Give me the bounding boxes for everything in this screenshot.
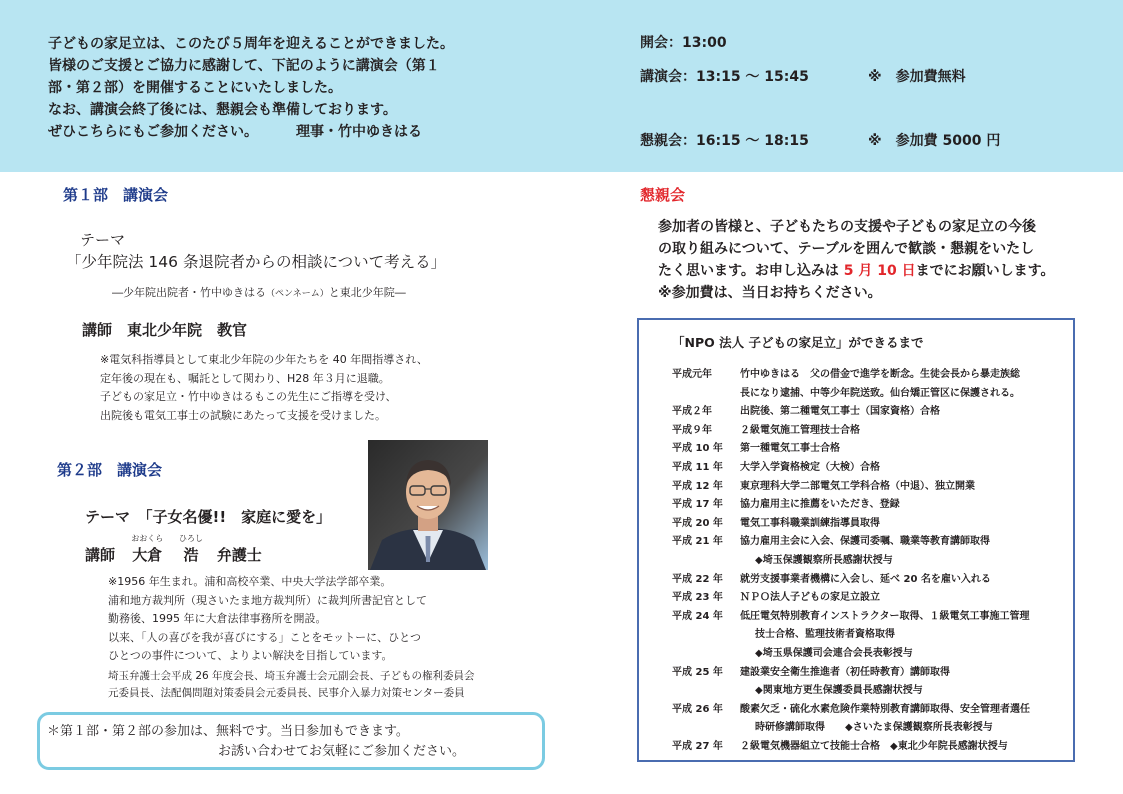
furigana-family: おおくら bbox=[131, 534, 164, 543]
note-line: 浦和地方裁判所（現さいたま地方裁判所）に裁判所書記官として bbox=[108, 593, 427, 607]
intro-line: なお、講演会終了後には、懇親会も準備しております。 bbox=[48, 102, 397, 118]
part1-subtitle-main: ―少年院出院者・竹中ゆきはる bbox=[112, 286, 266, 299]
part1-subtitle-penname: （ペンネーム） bbox=[266, 289, 329, 299]
history-year: 平成 22 年 bbox=[672, 573, 723, 585]
history-entry bbox=[672, 422, 1067, 441]
notice-line: ＊第１部・第２部の参加は、無料です。当日参加もできます。 bbox=[47, 724, 409, 739]
history-entry bbox=[672, 440, 1067, 459]
history-title: 「NPO 法人 子どもの家足立」ができるまで bbox=[672, 335, 924, 350]
party-fee-note: ※参加費は、当日お持ちください。 bbox=[658, 285, 882, 301]
history-year: 平成 11 年 bbox=[672, 461, 723, 473]
history-year: 平成２年 bbox=[672, 406, 712, 418]
party-heading: 懇親会 bbox=[640, 186, 686, 204]
schedule-party-fee: ※ 参加費 5000 円 bbox=[868, 133, 1001, 149]
history-year: 平成 26 年 bbox=[672, 703, 723, 715]
history-text: 電気工事科職業訓練指導員取得 bbox=[740, 517, 880, 529]
part1-theme-label: テーマ bbox=[80, 231, 126, 249]
history-text: ２級電気施工管理技士合格 bbox=[740, 424, 860, 436]
lecturer-family-name: 大倉 おおくら bbox=[131, 534, 164, 564]
part2-career bbox=[108, 668, 475, 702]
part2-heading: 第２部 講演会 bbox=[57, 461, 163, 479]
history-year: 平成 25 年 bbox=[672, 666, 723, 678]
schedule-opening: 開会：13:00 bbox=[640, 35, 727, 51]
part2-theme: テーマ 「子女名優!! 家庭に愛を」 bbox=[85, 508, 332, 526]
history-entry bbox=[672, 664, 1067, 701]
speaker-photo-image bbox=[368, 440, 488, 570]
intro-line: 皆様のご支援とご協力に感謝して、下記のように講演会（第１ bbox=[48, 58, 440, 74]
notice-line: お誘い合わせてお気軽にご参加ください。 bbox=[218, 744, 466, 759]
part1-heading: 第１部 講演会 bbox=[63, 186, 169, 204]
history-entry bbox=[672, 403, 1067, 422]
history-year: 平成 17 年 bbox=[672, 499, 723, 511]
history-text: ２級電気機器組立て技能士合格 ◆東北少年院長感謝状授与 bbox=[740, 740, 1008, 752]
part2-lecturer bbox=[85, 534, 262, 565]
history-entry bbox=[672, 496, 1067, 515]
history-year: 平成 21 年 bbox=[672, 536, 723, 548]
history-year: 平成 23 年 bbox=[672, 592, 723, 604]
history-text: 酸素欠乏・硫化水素危険作業特別教育講師取得、安全管理者選任 bbox=[740, 703, 1030, 715]
history-entry bbox=[672, 366, 1067, 403]
part1-subtitle bbox=[112, 285, 406, 302]
history-text: 就労支援事業者機構に入会し、延べ 20 名を雇い入れる bbox=[740, 573, 991, 585]
history-list bbox=[672, 366, 1067, 756]
part1-notes bbox=[100, 351, 428, 425]
part1-theme: 「少年院法 146 条退院者からの相談について考える」 bbox=[66, 253, 447, 271]
history-award: ◆関東地方更生保護委員長感謝状授与 bbox=[755, 685, 923, 697]
history-text: 技士合格、監理技術者資格取得 bbox=[755, 629, 895, 641]
party-line: 参加者の皆様と、子どもたちの支援や子どもの家足立の今後 bbox=[658, 219, 1036, 235]
speaker-photo bbox=[368, 440, 488, 570]
history-year: 平成 27 年 bbox=[672, 740, 723, 752]
history-text: ＮＰＯ法人子どもの家足立設立 bbox=[740, 592, 880, 604]
part1-lecturer: 講師 東北少年院 教官 bbox=[82, 321, 248, 339]
history-text: 東京理科大学二部電気工学科合格（中退）、独立開業 bbox=[740, 480, 975, 492]
history-year: 平成 24 年 bbox=[672, 610, 723, 622]
signature: 理事・竹中ゆきはる bbox=[296, 124, 422, 140]
history-award: ◆埼玉保護観察所長感謝状授与 bbox=[755, 554, 893, 566]
note-line: ひとつの事件について、よりよい解決を目指しています。 bbox=[108, 649, 393, 662]
history-text: 出院後、第二種電気工事士（国家資格）合格 bbox=[740, 406, 940, 418]
history-entry bbox=[672, 608, 1067, 664]
lecturer-given-name: 浩 ひろし bbox=[179, 534, 203, 564]
history-year: 平成 20 年 bbox=[672, 517, 723, 529]
history-text: 低圧電気特別教育インストラクター取得、１級電気工事施工管理 bbox=[740, 610, 1030, 622]
note-line: 出院後も電気工事士の試験にあたって支援を受けました。 bbox=[100, 408, 386, 422]
note-line: ※電気科指導員として東北少年院の少年たちを 40 年間指導され、 bbox=[100, 353, 428, 366]
history-text: 協力雇用主会に入会、保護司委嘱、職業等教育講師取得 bbox=[740, 536, 990, 548]
note-line: ※1956 年生まれ。浦和高校卒業、中央大学法学部卒業。 bbox=[108, 575, 392, 588]
history-entry bbox=[672, 738, 1067, 757]
history-year: 平成９年 bbox=[672, 424, 712, 436]
deadline-after: までにお願いします。 bbox=[915, 263, 1055, 279]
schedule-lecture-time: 講演会：13:15 〜 15:45 bbox=[640, 69, 809, 85]
intro-line: 子どもの家足立は、このたび５周年を迎えることができました。 bbox=[48, 36, 454, 52]
history-entry bbox=[672, 515, 1067, 534]
career-line: 埼玉弁護士会平成 26 年度会長、埼玉弁護士会元副会長、子どもの権利委員会 bbox=[108, 670, 475, 682]
schedule-lecture-fee: ※ 参加費無料 bbox=[868, 69, 966, 85]
note-line: 勤務後、1995 年に大倉法律事務所を開設。 bbox=[108, 612, 327, 625]
note-line: 子どもの家足立・竹中ゆきはるもこの先生にご指導を受け、 bbox=[100, 390, 397, 403]
free-admission-notice bbox=[37, 712, 545, 770]
history-entry bbox=[672, 589, 1067, 608]
lecturer-title: 弁護士 bbox=[216, 546, 262, 564]
part2-notes bbox=[108, 573, 427, 666]
deadline-before: たく思います。お申し込みは bbox=[658, 263, 844, 279]
history-text: 竹中ゆきはる 父の借金で進学を断念。生徒会長から暴走族総 bbox=[740, 369, 1020, 380]
history-text: 協力雇用主に推薦をいただき、登録 bbox=[740, 499, 900, 511]
history-entry bbox=[672, 571, 1067, 590]
history-year: 平成元年 bbox=[672, 369, 712, 380]
intro-line: ぜひこちらにもご参加ください。 bbox=[48, 124, 258, 140]
note-line: 以来、「人の喜びを我が喜びにする」ことをモットーに、ひとつ bbox=[108, 630, 421, 644]
party-line: の取り組みについて、テーブルを囲んで歓談・懇親をいたし bbox=[658, 241, 1035, 257]
history-text: 大学入学資格検定（大検）合格 bbox=[740, 461, 880, 473]
note-line: 定年後の現在も、嘱託として関わり、H28 年３月に退職。 bbox=[100, 371, 390, 385]
part1-subtitle-end: と東北少年院― bbox=[328, 286, 406, 299]
history-text: 長になり逮捕、中等少年院送致。仙台矯正管区に保護される。 bbox=[740, 387, 1020, 399]
schedule-party-time: 懇親会：16:15 〜 18:15 bbox=[640, 133, 809, 149]
deadline-date: 5 月 10 日 bbox=[843, 263, 916, 279]
history-year: 平成 10 年 bbox=[672, 443, 723, 455]
intro-line: 部・第２部）を開催することにいたしました。 bbox=[48, 80, 342, 96]
party-description bbox=[658, 216, 1055, 304]
history-entry bbox=[672, 533, 1067, 570]
furigana-given: ひろし bbox=[179, 534, 203, 543]
history-entry bbox=[672, 459, 1067, 478]
history-year: 平成 12 年 bbox=[672, 480, 723, 492]
history-text: 時研修講師取得 ◆さいたま保護観察所長表彰授与 bbox=[755, 722, 993, 734]
history-entry bbox=[672, 701, 1067, 738]
party-deadline-line bbox=[658, 260, 1055, 282]
lecturer-label: 講師 bbox=[85, 546, 116, 564]
history-text: 建設業安全衛生推進者（初任時教育）講師取得 bbox=[740, 666, 950, 678]
history-text: 第一種電気工事士合格 bbox=[740, 443, 840, 455]
history-entry bbox=[672, 478, 1067, 497]
history-award: ◆埼玉県保護司会連合会長表彰授与 bbox=[755, 647, 913, 659]
career-line: 元委員長、法配偶問題対策委員会元委員長、民事介入暴力対策センター委員 bbox=[108, 687, 465, 699]
